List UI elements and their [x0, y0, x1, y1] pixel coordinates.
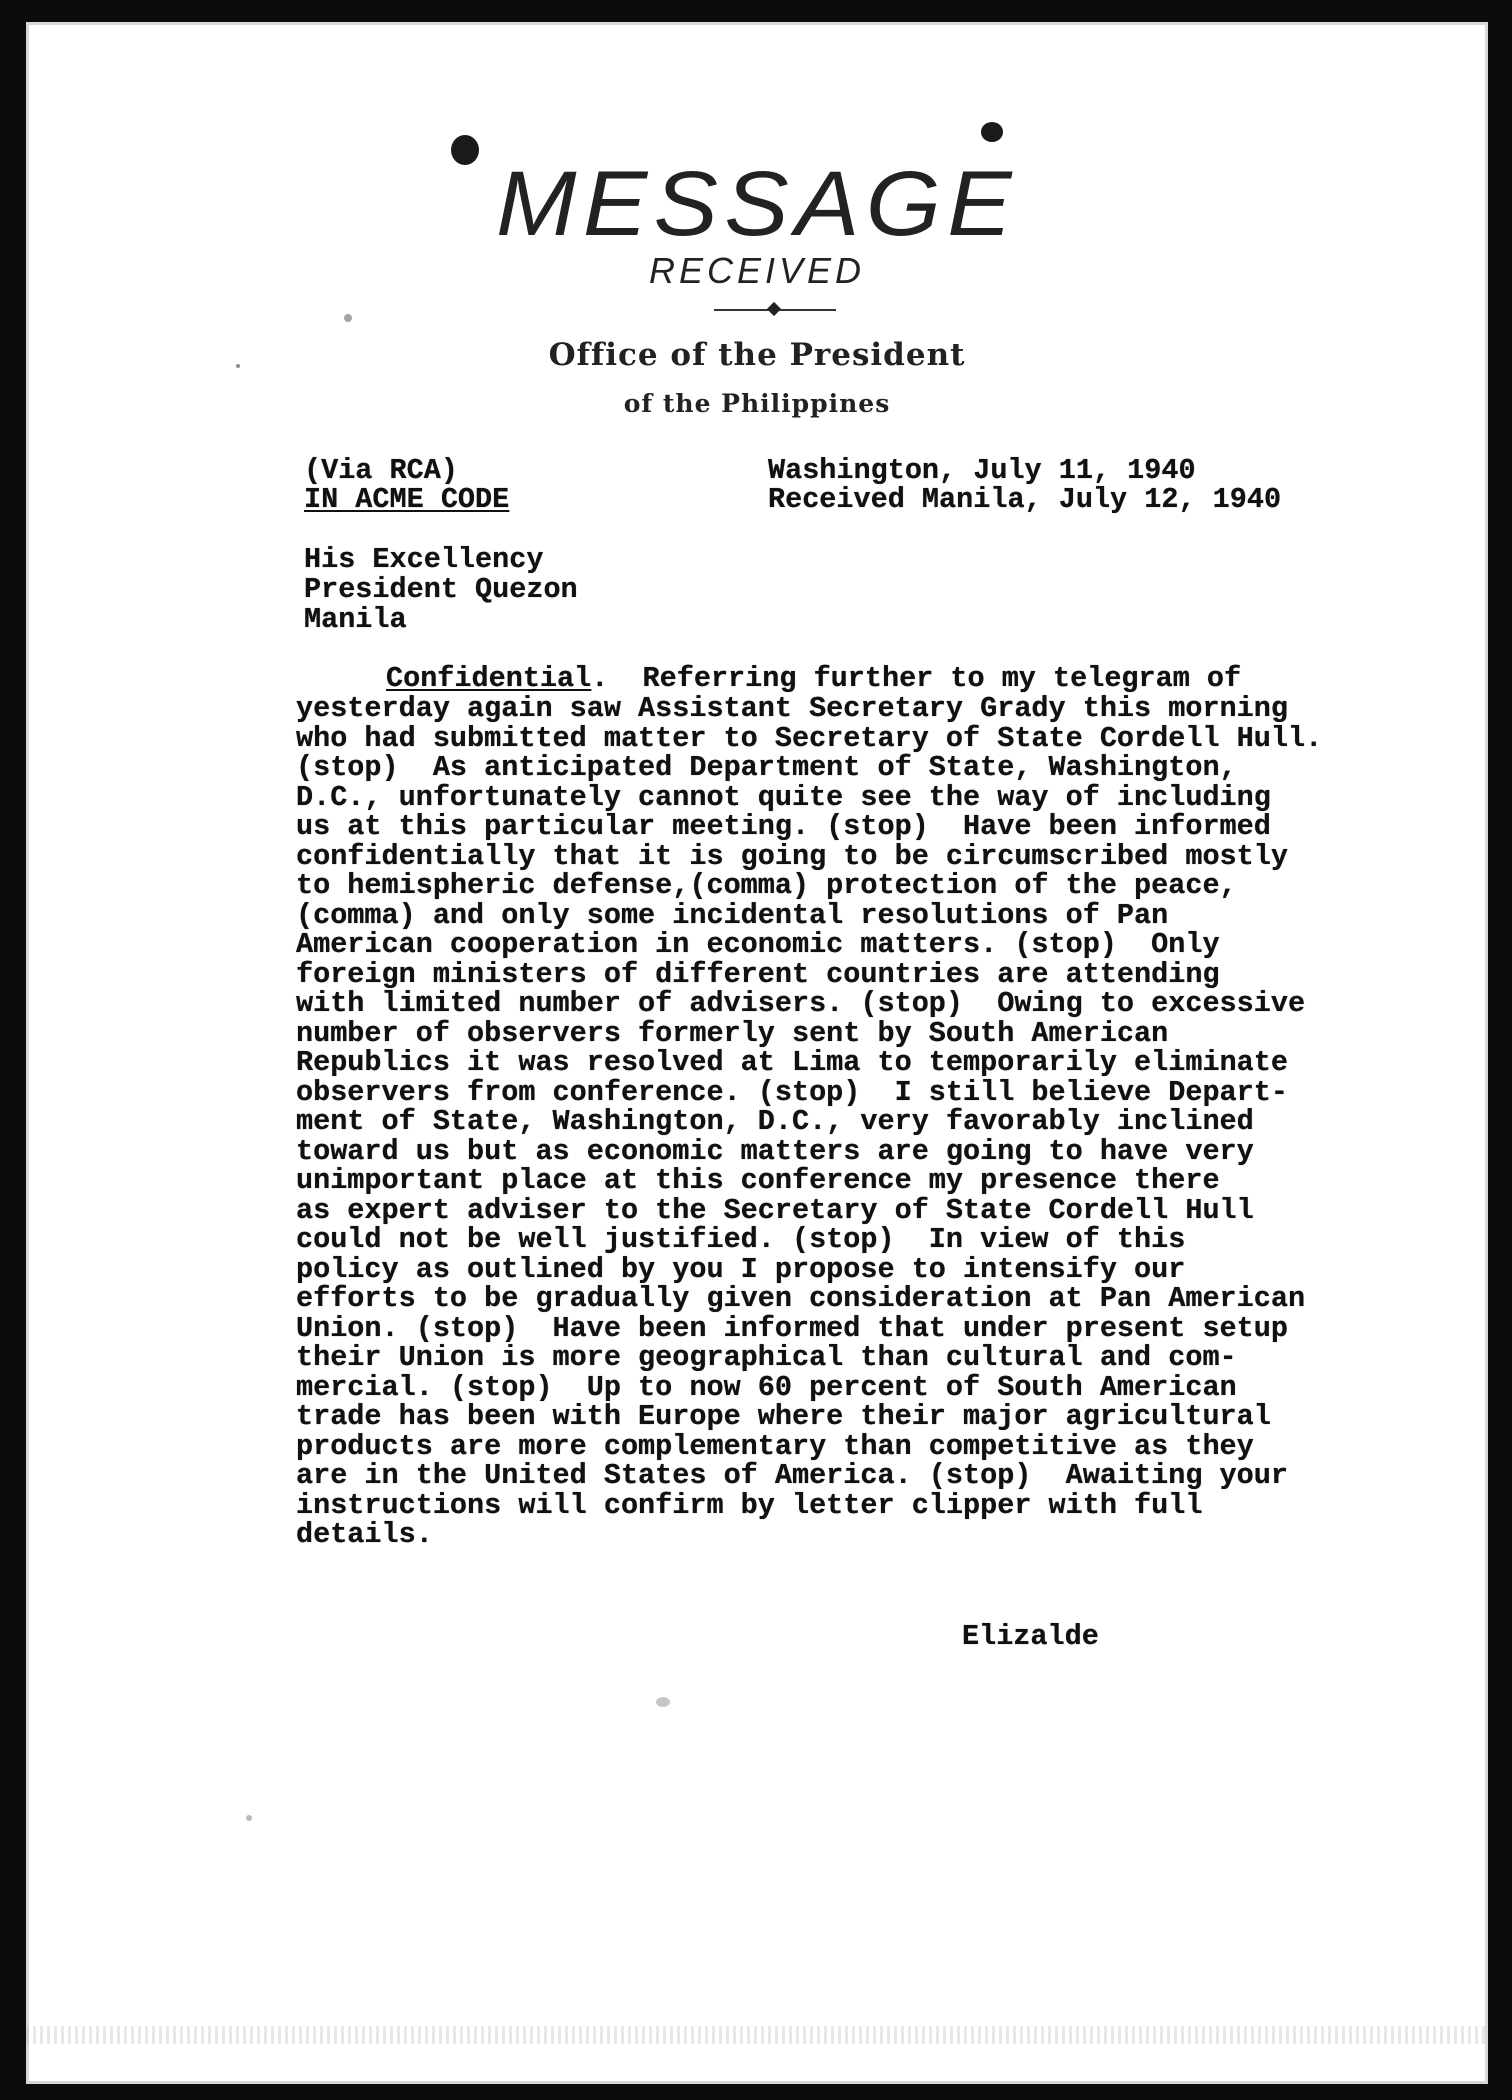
body-line: (stop) As anticipated Department of State, Washington,	[296, 751, 1237, 784]
body-line: with limited number of advisers. (stop) Owing to excessive	[296, 987, 1306, 1020]
body-line: us at this particular meeting. (stop) Have been informed	[296, 810, 1271, 843]
body-line: products are more complementary than competitive as they	[296, 1429, 1254, 1463]
body-line: number of observers formerly sent by South American	[296, 1016, 1169, 1050]
message-page	[26, 22, 1488, 2084]
body-line: are in the United States of America. (stop) Awaiting your	[296, 1459, 1288, 1492]
body-line: their Union is more geographical than cultural and com-	[296, 1341, 1237, 1374]
body-line: as expert adviser to the Secretary of State Cordell Hull	[296, 1193, 1254, 1227]
body-first-line	[386, 664, 1241, 694]
speck	[344, 314, 352, 322]
body-line: Republics it was resolved at Lima to temporarily eliminate	[296, 1046, 1288, 1079]
body-line: observers from conference. (stop) I still believe Depart-	[296, 1075, 1288, 1109]
body-line: to hemispheric defense,(comma) protection of the peace,	[296, 869, 1237, 902]
speck	[656, 1697, 670, 1707]
speck	[246, 1815, 252, 1821]
body-line: ment of State, Washington, D.C., very favorably inclined	[296, 1105, 1254, 1138]
addressee-line: Manila	[304, 603, 407, 636]
body-line: American cooperation in economic matters. (stop) Only	[296, 928, 1220, 961]
letterhead-subtitle: RECEIVED	[648, 250, 866, 291]
body-line: yesterday again saw Assistant Secretary Grady this morning	[296, 692, 1288, 725]
letterhead-diamond-ornament	[767, 302, 781, 316]
ink-blot-right	[981, 122, 1003, 142]
confidential-marker: Confidential	[386, 662, 592, 695]
body-line: trade has been with Europe where their major agricultural	[296, 1400, 1271, 1433]
body-line: (comma) and only some incidental resolutions of Pan	[296, 898, 1169, 932]
body-line: instructions will confirm by letter clipper with full	[296, 1488, 1203, 1522]
body-line: could not be well justified. (stop) In view of this	[296, 1223, 1186, 1256]
addressee-line: His Excellency	[304, 543, 544, 576]
letterhead-office: Office of the President	[548, 337, 966, 373]
body-line: unimportant place at this conference my presence there	[296, 1164, 1220, 1197]
body-line: foreign ministers of different countries are attending	[296, 957, 1220, 991]
letterhead-country: of the Philippines	[623, 389, 891, 418]
body-line: D.C., unfortunately cannot quite see the way of including	[296, 780, 1271, 814]
body-line: toward us but as economic matters are going to have very	[296, 1134, 1254, 1168]
body-text	[296, 694, 1322, 1550]
body-line: efforts to be gradually given consideration at Pan American	[296, 1282, 1306, 1315]
body-line: mercial. (stop) Up to now 60 percent of South American	[296, 1370, 1237, 1404]
body-line: confidentially that it is going to be circumscribed mostly	[296, 839, 1288, 873]
body-line: details.	[296, 1518, 433, 1551]
received-date: Received Manila, July 12, 1940	[768, 483, 1282, 516]
code-line: IN ACME CODE	[304, 483, 510, 516]
via-line: (Via RCA)	[304, 454, 458, 487]
body-line: who had submitted matter to Secretary of State Cordell Hull.	[296, 721, 1323, 755]
body-line: policy as outlined by you I propose to intensify our	[296, 1252, 1186, 1286]
body-line: Union. (stop) Have been informed that under present setup	[296, 1311, 1288, 1345]
letterhead-title: MESSAGE	[496, 153, 1018, 255]
origin-date: Washington, July 11, 1940	[768, 454, 1196, 487]
addressee-line: President Quezon	[304, 573, 578, 606]
body-first-line-text: . Referring further to my telegram of	[591, 662, 1242, 695]
signature: Elizalde	[962, 1620, 1099, 1653]
